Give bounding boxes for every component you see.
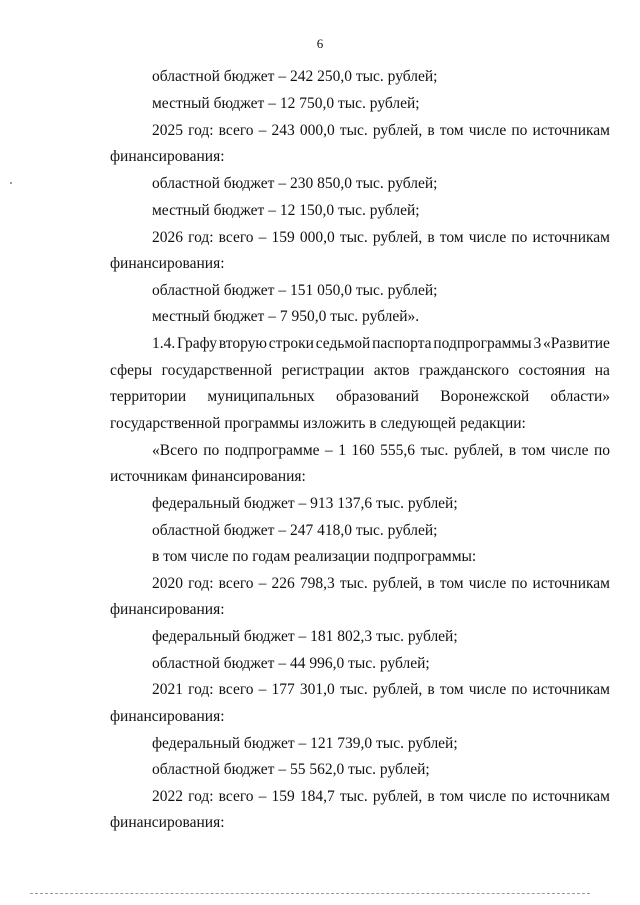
budget-line: областной бюджет – 247 418,0 тыс. рублей;: [152, 522, 438, 539]
year-total-line: 2025 год: всего – 243 000,0 тыс. рублей, в том числе по источникам: [152, 122, 610, 139]
budget-line: областной бюджет – 242 250,0 тыс. рублей;: [152, 68, 438, 85]
budget-line: областной бюджет – 44 996,0 тыс. рублей;: [152, 655, 430, 672]
paragraph-line: государственной программы изложить в следующей редакции:: [110, 415, 526, 432]
budget-line: областной бюджет – 55 562,0 тыс. рублей;: [152, 761, 430, 778]
year-total-line: 2026 год: всего – 159 000,0 тыс. рублей, в том числе по источникам: [152, 229, 610, 246]
budget-line: федеральный бюджет – 121 739,0 тыс. рублей;: [152, 735, 458, 752]
year-total-line: 2020 год: всего – 226 798,3 тыс. рублей, в том числе по источникам: [152, 575, 610, 592]
years-label: в том числе по годам реализации подпрограммы:: [152, 548, 477, 565]
budget-line: областной бюджет – 230 850,0 тыс. рублей;: [152, 175, 438, 192]
budget-line: федеральный бюджет – 181 802,3 тыс. рублей;: [152, 628, 458, 645]
budget-line: федеральный бюджет – 913 137,6 тыс. рублей;: [152, 495, 458, 512]
financing-label: источникам финансирования:: [110, 468, 306, 485]
budget-line: местный бюджет – 12 750,0 тыс. рублей;: [152, 95, 420, 112]
year-total-line: 2021 год: всего – 177 301,0 тыс. рублей, в том числе по источникам: [152, 681, 610, 698]
budget-line: местный бюджет – 7 950,0 тыс. рублей».: [152, 308, 420, 325]
financing-label: финансирования:: [110, 814, 225, 831]
footer-rule: [30, 893, 590, 894]
financing-label: финансирования:: [110, 708, 225, 725]
financing-label: финансирования:: [110, 601, 225, 618]
financing-label: финансирования:: [110, 148, 225, 165]
budget-line: областной бюджет – 151 050,0 тыс. рублей;: [152, 282, 438, 299]
page-number: 6: [316, 36, 324, 51]
margin-mark: [10, 182, 12, 184]
paragraph-line: территории муниципальных образований Воронежской области»: [110, 388, 610, 405]
year-total-line: 2022 год: всего – 159 184,7 тыс. рублей, в том числе по источникам: [152, 788, 610, 805]
paragraph-line: 1.4. Графу вторую строки седьмой паспорта подпрограммы 3 «Развитие: [152, 335, 610, 352]
subprogram-total-line: «Всего по подпрограмме – 1 160 555,6 тыс. рублей, в том числе по: [152, 442, 610, 459]
budget-line: местный бюджет – 12 150,0 тыс. рублей;: [152, 202, 420, 219]
financing-label: финансирования:: [110, 255, 225, 272]
paragraph-line: сферы государственной регистрации актов гражданского состояния на: [110, 362, 610, 379]
